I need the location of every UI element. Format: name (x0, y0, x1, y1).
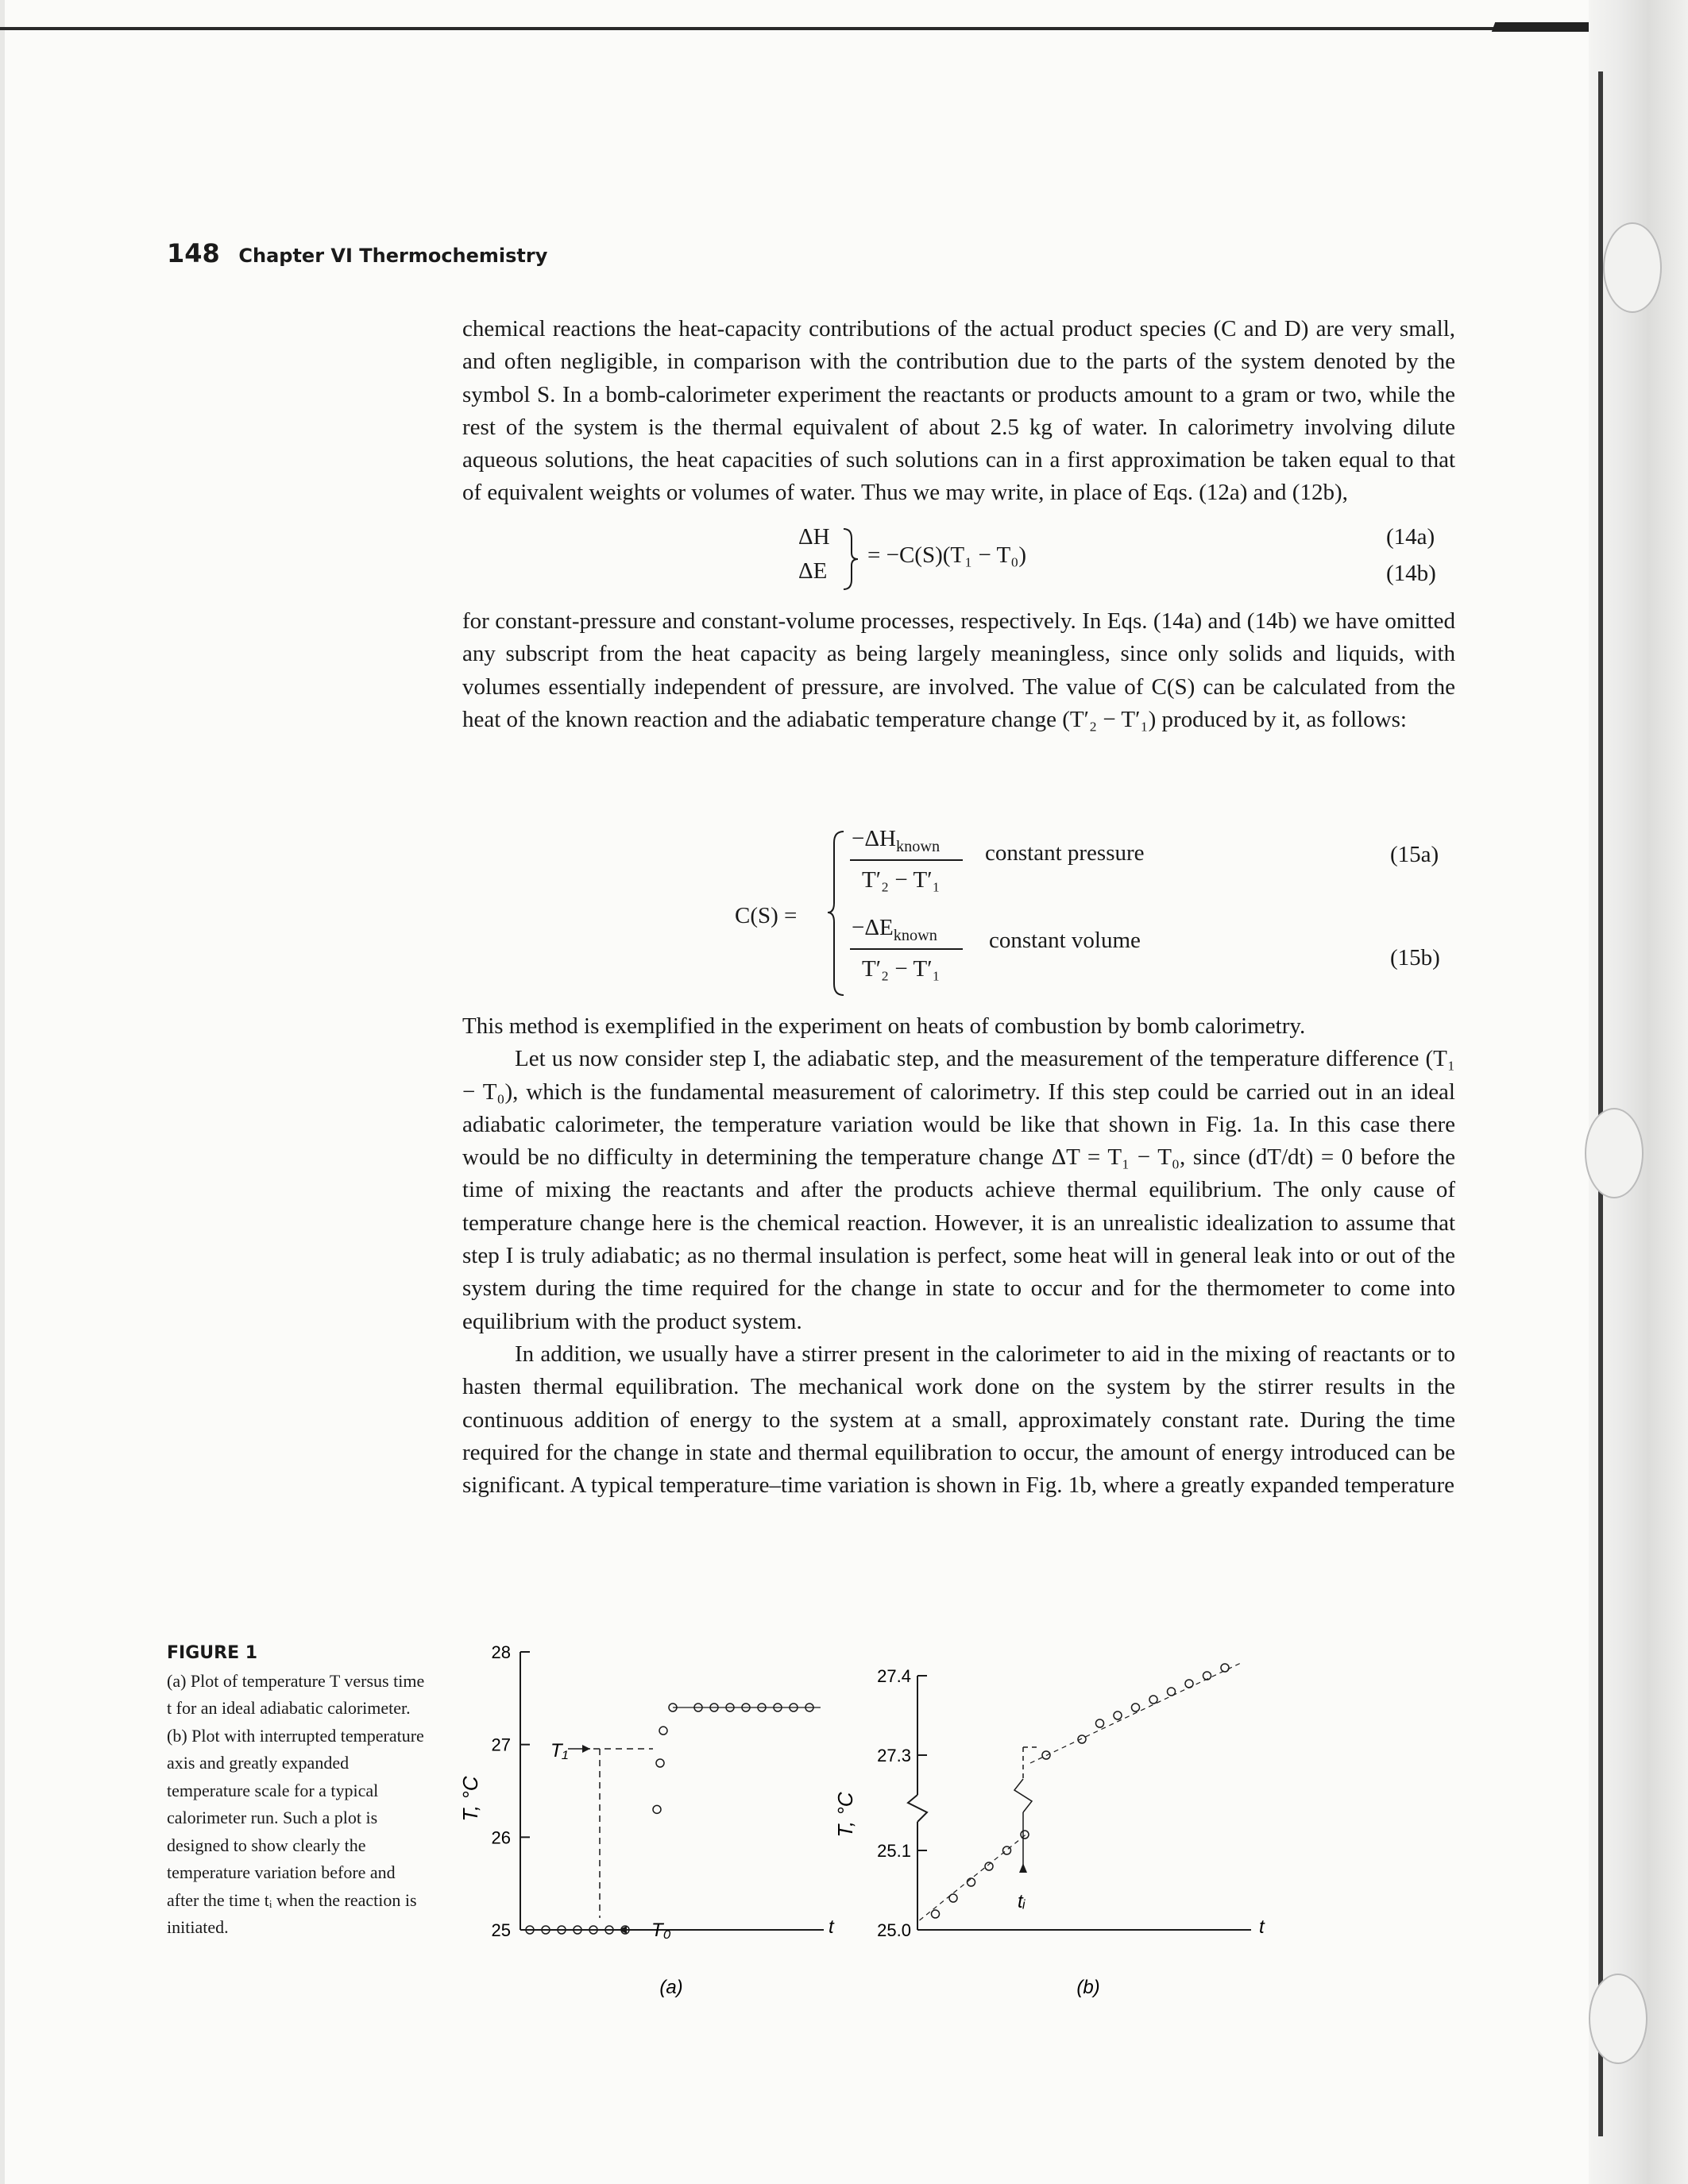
binding-shadow (1589, 0, 1688, 2184)
axis-xlabel: t (1259, 1916, 1265, 1938)
data-point (985, 1862, 993, 1870)
eq14b-number: (14b) (1386, 561, 1436, 586)
T1-label: T₁ (550, 1740, 569, 1761)
eq15-top-fraction-bar (850, 859, 963, 861)
eq14-brace (842, 527, 861, 591)
caption-text: (a) Plot of temperature T versus time t for an ideal adiabatic calorimeter. (b) Plot with interrupted temperature axis and greatly expanded temperature scale for a typical calorimeter run. Such a plot is designed to show clearly the temperature variation before and after the time tᵢ when the reaction is initiated. (167, 1670, 425, 1937)
eq14-rhs: = −C(S)(T₁ − T₀) (867, 542, 1027, 568)
paragraph-2 (462, 605, 1455, 736)
ti-arrowhead (1019, 1863, 1027, 1873)
data-point (1114, 1711, 1122, 1719)
data-point (1132, 1704, 1140, 1711)
data-point (659, 1727, 667, 1734)
running-header (167, 238, 547, 268)
ti-break (1014, 1779, 1032, 1812)
data-points (526, 1704, 821, 1934)
eq15-bottom-fraction-bar (850, 948, 963, 950)
eq15-top-sub: known (895, 837, 941, 855)
page-left-edge (0, 0, 5, 2184)
eq15-top-label: constant pressure (985, 840, 1145, 866)
figure-label: (b) (1076, 1977, 1100, 1998)
paragraph-5: In addition, we usually have a stirrer present in the calorimeter to aid in the mixing of reactants or to hasten thermal equilibration. The mechanical work done on the system by the stirrer results in the continuous addition of energy to the system at a small, approximately constant rate. During the time required for the change in state and thermal equilibration to occur, the amount of energy introduced can be significant. A typical temperature–time variation is shown in Fig. 1b, where a greatly expanded temperature (462, 1341, 1455, 1499)
paragraph-1 (462, 313, 1455, 510)
figure-label: (a) (659, 1977, 683, 1998)
eq15-bottom-label: constant volume (989, 928, 1141, 953)
axis-ylabel: T, °C (458, 1776, 482, 1822)
data-point (1203, 1672, 1211, 1680)
ti-label: tᵢ (1018, 1891, 1026, 1912)
eq15-bot-sub: known (893, 926, 937, 944)
paragraph-3: This method is exemplified in the experiment on heats of combustion by bomb calorimetry. (462, 1013, 1306, 1039)
data-point (1096, 1719, 1104, 1727)
paragraph-text: chemical reactions the heat-capacity contributions of the actual product species (C and D) are very small, and often negligible, in comparison with the contribution due to the parts of the system denoted by the symbol S. In a bomb-calorimeter experiment the reactants or products amount to a gram or two, while the rest of the system is the thermal equivalent of about 2.5 kg of water. In calorimetry involving dilute aqueous solutions, the heat capacities of such solutions can in a first approximation be taken equal to that of equivalent weights or volumes of water. Thus we may write, in place of Eqs. (12a) and (12b), (462, 316, 1455, 506)
top-rule (0, 27, 1581, 30)
paragraph-block (462, 1010, 1455, 1502)
y-tick-label: 27.3 (877, 1746, 911, 1765)
eq15-bottom-numerator (852, 915, 937, 945)
fore-period-extrapolation (920, 1833, 1029, 1920)
y-tick-label: 27 (491, 1734, 511, 1755)
eq14-lhs-bottom: ΔE (798, 558, 828, 584)
T0-label: T₀ (651, 1920, 671, 1941)
after-period-extrapolation (1030, 1663, 1241, 1763)
data-points (932, 1664, 1230, 1918)
binding-line (1598, 71, 1603, 2136)
binder-ring (1589, 1974, 1647, 2064)
eq14-lhs-top: ΔH (798, 524, 830, 550)
data-point (932, 1910, 940, 1918)
y-tick-label: 27.4 (877, 1666, 911, 1686)
data-point (1078, 1735, 1086, 1743)
eq15-top-numerator (852, 826, 940, 856)
eq15a-number: (15a) (1390, 842, 1439, 867)
eq15-bot-num-text: −ΔE (852, 915, 894, 940)
y-ticks (877, 1666, 927, 1940)
y-tick-label: 28 (491, 1642, 511, 1662)
paragraph-text: for constant-pressure and constant-volume processes, respectively. In Eqs. (14a) and (14b) we have omitted any subscript from the heat capacity as being largely meaningless, since only solids and liquids, with volumes essentially independent of pressure, are involved. The value of C(S) can be calculated from the heat of the known reaction and the adiabatic temperature change (T′₂ − T′₁) produced by it, as follows: (462, 608, 1455, 732)
figure-title: FIGURE 1 (167, 1643, 258, 1663)
eq15b-number: (15b) (1390, 945, 1440, 970)
y-tick-label: 25.0 (877, 1920, 911, 1940)
chapter-title: Chapter VI Thermochemistry (238, 245, 548, 267)
figure-caption (167, 1640, 429, 1942)
figure-1a (457, 1628, 854, 2009)
figure-1b (833, 1628, 1283, 2009)
y-ticks (492, 1642, 530, 1940)
data-point (1149, 1696, 1157, 1704)
axis-break (908, 1795, 927, 1822)
data-point (656, 1759, 664, 1767)
binder-ring (1603, 222, 1662, 313)
y-tick-label: 26 (491, 1827, 511, 1848)
eq15-bottom-denominator: T′₂ − T′₁ (862, 956, 941, 982)
T1-arrowhead (582, 1745, 590, 1753)
paragraph-4: Let us now consider step I, the adiabatic step, and the measurement of the temperature difference (T₁ − T₀), which is the fundamental measurement of calorimetry. If this step could be carried out in an ideal adiabatic calorimeter, the temperature variation would be like that shown in Fig. 1a. In this case there would be no difficulty in determining the temperature change ΔT = T₁ − T₀, since (dT/dt) = 0 before the time of mixing the reactants and after the products achieve thermal equilibrium. The only cause of temperature change here is the chemical reaction. However, it is an unrealistic idealization to assume that step I is truly adiabatic; as no thermal insulation is perfect, some heat will in general leak into or out of the system during the time required for the change in state to occur and for the thermometer to come into equilibrium with the product system. (462, 1046, 1455, 1334)
eq15-brace (826, 830, 847, 997)
page-number: 148 (167, 238, 220, 268)
y-tick-label: 25.1 (877, 1841, 911, 1861)
data-point (1221, 1664, 1229, 1672)
axis-ylabel: T, °C (833, 1792, 857, 1838)
data-point (949, 1894, 957, 1902)
eq15-lhs: C(S) = (735, 903, 798, 928)
binder-ring (1585, 1108, 1644, 1198)
eq15-top-denominator: T′₂ − T′₁ (862, 867, 941, 893)
axis-xlabel: t (829, 1916, 834, 1938)
data-point (968, 1878, 975, 1886)
eq15-top-num-text: −ΔH (852, 826, 896, 851)
y-tick-label: 25 (491, 1920, 511, 1940)
eq14a-number: (14a) (1386, 524, 1435, 550)
data-point (653, 1805, 661, 1813)
